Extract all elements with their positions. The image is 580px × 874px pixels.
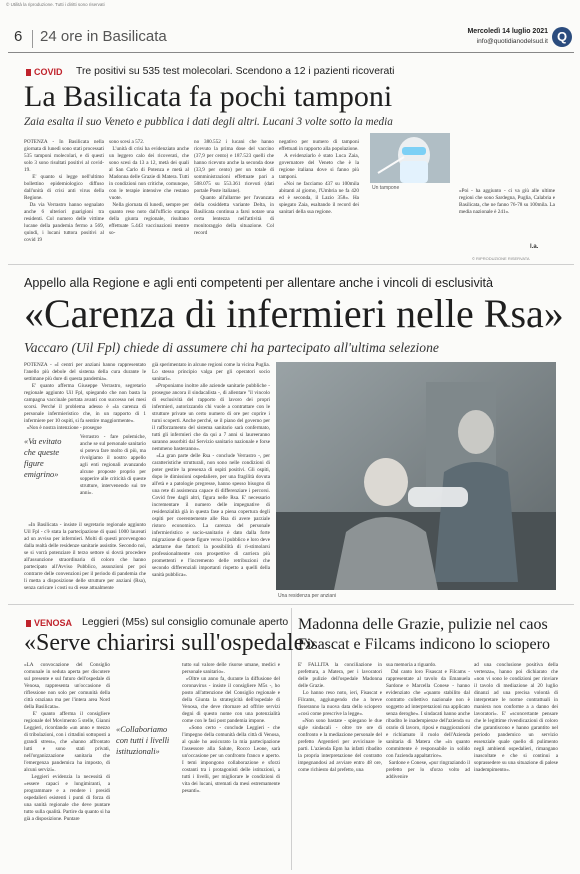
covid-bottom-rule — [8, 264, 574, 265]
covid-signature: l.a. — [530, 244, 539, 250]
swab-illustration — [370, 133, 450, 183]
covid-kicker-box — [26, 69, 31, 76]
rsa-subhead: Vaccaro (Uil Fpl) chiede di assumere chi ha partecipato all'ultima selezione — [24, 340, 439, 355]
copyright-notice: © Utilità la riproduzione. Tutti i diritti sono riservati — [6, 2, 105, 7]
covid-headline: La Basilicata fa pochi tamponi — [24, 80, 393, 113]
logo-letter: Q — [556, 29, 568, 44]
covid-strap: Tre positivi su 535 test molecolari. Scendono a 12 i pazienti ricoverati — [76, 66, 395, 77]
swab-photo — [370, 133, 450, 183]
rsa-headline: «Carenza di infermieri nelle Rsa» — [24, 291, 564, 336]
rsa-column-2: già sperimentato in alcune regioni come la vicina Puglia. Lo stesso principio valga per gli operatori socio sanitari». «Proponiamo inoltre alle aziende sanitarie pubbliche - prosegue ancora il sindacalista -, di allentare "il vincolo di esclusività del rapporto di lavoro dei propri infermieri, autorizzando chi vuole a contrattare con le strutture private un certo numero di ore per coprire i turni scoperti. Anche perché, se il piano del governo per il rafforzamento del sistema sanitario sarà confermato, tutti gli infermieri che da qui a 7 anni si laureeranno saranno assorbiti dal Servizio sanitario nazionale e forse nemmeno basteranno». «La gran parte delle Rsa - conclude Verrastro -, per caratteristiche strutturali, non sono nelle condizioni di poter gestire la presenza di ospiti positivi. Gli ospiti, dopo le dimissioni ospedaliere, per una fragilità dovuta all'età e a patologie pregresse, hanno spesso bisogno di una rete di assistenza capace di differenziare i percorsi. Covid free dagli altri, figura nelle Rsa. E' necessario incrementare il numero delle impegnative di residenzialità già in questa fase a piena copertura degli ospiti per coerentemente alle Rsa di avere parziale ristoro economico. La carenza del personale infermieristico e socio-sanitario è dato dalla forte migrazione di queste figure verso il pubblico e loro deve adattarne due fattori: la possibilità di ri-stimolarsi professionalmente con prospettive di carriera più promettenti e l'incremento delle retribuzioni che secondo differenziali importanti rispetto a quelli della sanità pubblica». — [152, 362, 271, 578]
newspaper-logo — [552, 27, 572, 47]
rsa-pullquote: «Va evitato che queste figure emigrino» — [24, 437, 62, 479]
madonna-column-1: E' FALLITA la conciliazione in prefettura, a Matera, per i lavoratori delle pulizie dell'ospedale Madonna delle Grazie. Lo hanno reso noto, ieri, Fisascat e Filcams, aggiungendo che a breve fisseranno la nuova data dello sciopero «così come prescrive la legge». «Non sono bastate - spiegano le due sigle sindacali - oltre tre ore di confronto e la mediazione personale del prefetto Argentieri per avvicinare le parti. L'azienda Epm ha infatti ribadito la propria interpretazione del contratto impegnandosi ad avviare entro 48 ore, come richiesto dal prefetto, una — [298, 662, 383, 773]
covid-side-column: «Poi - ha aggiunto - ci va giù alle ultime regioni che sono Sardegna, Puglia, Calabria e Basilicata, che ne fanno 76-78 su 100mila. La media nazionale è 241». — [459, 188, 557, 215]
covid-column-3: no 380.552 i lucani che hanno ricevuto la prima dose del vaccino (37,9 per cento) e 187.523 quelli che hanno ricevuto anche la seconda dose (33,9 per cento) per un totale di somministrazioni effettuate pari a 508.075 su 553.361 ricevuti (dati portale Poste italiane). Quanto all'allarme per l'avanzata della cosiddetta variante Delta, in Basilicata continua a farsi notare una certa lentezza nell'attività di monitoraggio della situazione. Col record — [194, 139, 275, 236]
rsa-photo-caption: Una residenza per anziani — [278, 593, 337, 599]
covid-kicker: COVID — [34, 67, 63, 77]
rsa-column-1-bottom: «In Basilicata - insiste il segretario regionale aggiunto Uil Fpl - c'è stata la partecipazione di quasi 1000 laureati ad un avviso per infermieri. Molti di questi provvengono dalla realtà delle residenze sanitarie assistite. Secondo noi, se si vorrà potenziare il terzo settore si dovrà procedere all'assunzione straordinaria di coloro che hanno partecipato all'Avviso Pubblico, assunzioni per poi contrarre delle convenzioni per il periodo di pandemia che li metta a disposizione delle strutture per anziani (Rsa), senza caricare i costi su di esse attualmente — [24, 522, 148, 591]
rsa-column-1-middle: Verrastro - fare polemiche, anche se sul personale sanitario si poteva fare molto di più, ma rivolgiamo il nostro appello agli enti regionali avanzando alcune proposte proprio per sopperire alle criticità di queste strutture, intervenendo sui tre anni». — [80, 434, 148, 496]
covid-column-4: negativo per numero di tamponi effettuati in rapporto alla popolazione. A evidenziarlo è stato Luca Zaia, governatore del Veneto che è la regione italiana dove si fanno più tamponi. «Noi ne facciamo 437 su 100mila abitanti al giorno, l'Umbria ne fa 420 ed è seconda, il Lazio 358». Ha spiegato Zaia, esaltando il record dei sanitari della sua regione. — [279, 139, 360, 215]
covid-subhead: Zaia esalta il suo Veneto e pubblica i dati degli altri. Lucani 3 volte sotto la media — [24, 116, 393, 128]
venosa-kicker-box — [26, 620, 31, 627]
elderly-care-illustration — [276, 362, 556, 590]
issue-date: Mercoledì 14 luglio 2021 — [467, 28, 548, 35]
rsa-column-1-top: POTENZA - «I centri per anziani hanno rappresentato l'anello più debole del sistema della cura durante le settimane più dure di questa pandemia». E' quanto afferma Giuseppe Verrastro, segretario regionale aggiunto Uil Fpl, spiegando che non basta la campagna vaccinale portata avanti con successo nei mesi scorsi. Perché il problema adesso è «la carenza di personale infermieristico che, in un rapporto di 1 infermiere per 10 ospiti, si fa sentire maggiormente». «Non è nostra intenzione - prosegue — [24, 362, 147, 431]
section-title: 24 ore in Basilicata — [40, 28, 167, 45]
rsa-bottom-rule — [8, 604, 574, 605]
page-number: 6 — [14, 28, 23, 45]
swab-photo-caption: Un tampone — [372, 185, 400, 191]
venosa-column-2: tutto sul valore delle risorse umane, medici e personale sanitario». «Oltre un anno fa, durante la diffusione del coronavirus - insiste il consigliere M5s -, ho posto all'attenzione del Consiglio regionale e della Giunta la strategicità dell'ospedale di Venosa, che deve ritornare ad offrire servizi degni di questo nome con una potenzialità come con le fasi post pandemia impone. «Sono certo - conclude Leggieri - che l'impegno della comunità della città di Venosa, al quale ho assicurato la mia partecipazione l'assessore alla Salute, Rocco Leone, sarà un'occasione per un confronto franco e aperto. I temi impongono collaborazione e sforzi costanti tra i protagonisti delle istituzioni, a tutti i livelli, per migliorare le condizioni di vita dei lucani, stremati da mesi estremamente pesanti». — [182, 662, 281, 794]
madonna-column-2: sua memoria a riguardo. Dal canto loro Fisascat e Filcams - rappresentate al tavolo da Emanuela Sardone e Marcella Conese - hanno evidenziato che «quanto stabilito dal contratto collettivo nazionale non è soggetto ad interpretazioni ma applicato senza deroghe». I sindacati hanno anche ribadito le inadempienze dell'azienda su orario di lavoro, riposi e maggiorazioni e richiamato il ruolo dell'Azienda sanitaria di Matera che «in quanto committente è responsabile in solido con l'azienda appaltatrice». Sardone e Conese, «pur ringraziando il prefetto per lo sforzo volto ad addivenire — [386, 662, 470, 780]
venosa-strap: Leggieri (M5s) sul consiglio comunale aperto — [82, 617, 289, 628]
contact-email: info@quotidianodelsud.it — [476, 38, 548, 45]
venosa-pullquote: «Collaboriamo con tutti i livelli istituzionali» — [116, 725, 170, 756]
venosa-kicker: VENOSA — [34, 618, 73, 628]
venosa-column-1: «LA convocazione del Consiglio comunale in seduta aperta per discutere sul presente e sul futuro dell'ospedale di Venosa, rappresenta un'occasione di riflessione non solo per comunità della città oraziana ma per l'intera area Nord della Basilicata». E' quanto afferma il consigliere regionale del Movimento 5 stelle, Gianni Leggieri, ricordando «un anno e mezzo di tribolazioni, con i cittadini sottoposti a grandi stress», che «hanno affrontato lutti e sono stati privati, nell'organizzazione sanitaria che l'emergenza pandemica ha imposto, di alcuni servizi». Leggieri evidenzia la necessità di «essere capaci e lungimiranti, a programmare e a rendere i presidi ospedalieri esistenti i punti di forza di una sanità regionale che deve puntare tutto sulla qualità. Partire da quanto si ha già a disposizione. Puntare — [24, 662, 111, 822]
madonna-column-3: ad una conclusione positiva della vertenza», hanno poi dichiarato che «non vi sono le condizioni per rinviare il tavolo di mediazione al 20 luglio dinanzi ad una precisa volontà di interpretare le norme contrattuali in maniera non conforme a a danno dei lavoratori». E' «sconcertante pensare che le legittime rivendicazioni di coloro che garantiscono e hanno garantito nel periodo pandemico un servizio essenziale quale quello di pulimento negli ambienti ospedalieri, rimangano inascoltate e che si continui a soprassedere su una situazione di palese inadempimento». — [474, 662, 560, 773]
madonna-subhead: Fisascat e Filcams indicono lo sciopero — [298, 636, 550, 653]
covid-rights: © RIPRODUZIONE RISERVATA — [472, 256, 530, 261]
madonna-headline: Madonna delle Grazie, pulizie nel caos — [298, 616, 548, 633]
covid-column-1: POTENZA - In Basilicata nella giornata di lunedì sono stati processati 535 tamponi molecolari, e di questi solo 3 sono risultati positivi al covid-19. E' quanto si legge nell'ultimo bollettino epidemiologico diffuso dall'unità di crisi anti virus della Regione. Da via Verrastro hanno segnalato anche 6 ulteriori guarigioni tra residenti. Col numero delle vittime lucane della pandemia fermo a 569, quindi, i lucani tuttora positivi al covid 19 — [24, 139, 105, 243]
venosa-headline: «Serve chiarirsi sull'ospedale» — [24, 630, 317, 656]
rsa-strap: Appello alla Regione e agli enti competenti per allentare anche i vincoli di esclusività — [24, 276, 494, 290]
masthead-divider — [32, 30, 33, 48]
rsa-photo — [276, 362, 556, 590]
covid-column-2: sono scesi a 572. L'unità di crisi ha evidenziato anche un leggero calo dei ricoverati, che sono scesi da 13 a 12, metà dei quali al San Carlo di Potenza e metà al Madonna delle Grazie di Matera. Tutti in condizioni non critiche, comunque, con le terapie intensive che restano vuote. Nella giornata di lunedì, sempre per quanto reso noto dall'ufficio stampa della giunta regionale, risultano effettuate 5.443 vaccinazioni mentre so- — [109, 139, 190, 236]
masthead-rule — [8, 52, 574, 53]
